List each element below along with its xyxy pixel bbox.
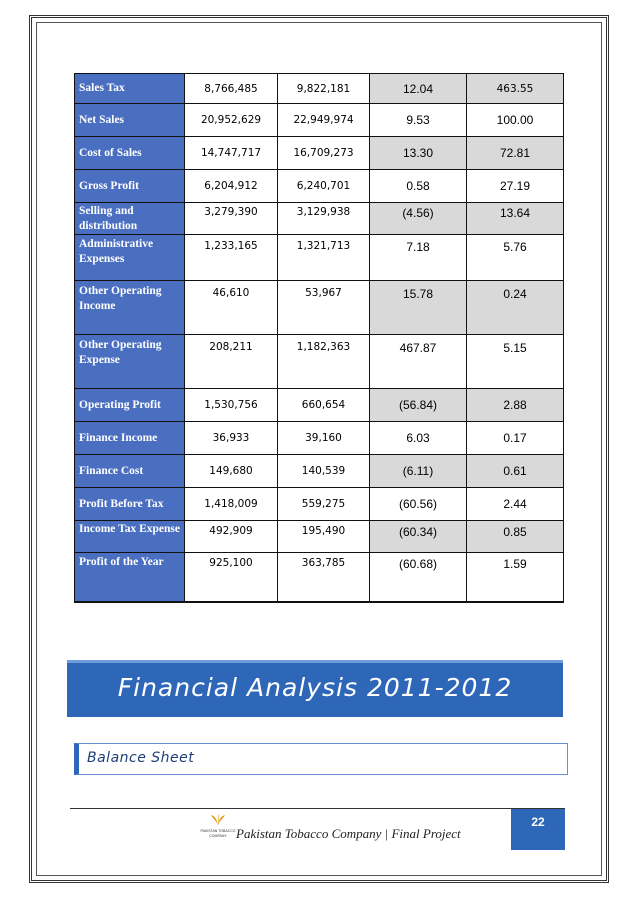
table-row: [75, 137, 564, 170]
value-2012: 9,822,181: [278, 74, 370, 104]
row-label: Profit Before Tax: [75, 488, 185, 521]
value-2012: 6,240,701: [278, 170, 370, 203]
footer-text: Pakistan Tobacco Company | Final Project: [236, 826, 461, 841]
common-size: 1.59: [467, 553, 564, 603]
value-2011: 20,952,629: [185, 104, 278, 137]
value-2012: 363,785: [278, 553, 370, 603]
value-2011: 6,204,912: [185, 170, 278, 203]
subsection-title: Balance Sheet: [87, 750, 195, 766]
value-2011: 1,418,009: [185, 488, 278, 521]
row-label: Income Tax Expense: [75, 521, 185, 553]
value-2011: 14,747,717: [185, 137, 278, 170]
row-label: Administrative Expenses: [75, 235, 185, 281]
table-row: [75, 521, 564, 553]
income-statement-table: [74, 73, 564, 603]
common-size: 5.15: [467, 335, 564, 389]
table-row: [75, 74, 564, 104]
common-size: 2.88: [467, 389, 564, 422]
row-label: Selling and distribution: [75, 203, 185, 235]
percent-change: 0.58: [370, 170, 467, 203]
value-2011: 1,530,756: [185, 389, 278, 422]
common-size: 0.24: [467, 281, 564, 335]
percent-change: 7.18: [370, 235, 467, 281]
percent-change: (60.34): [370, 521, 467, 553]
row-label: Sales Tax: [75, 74, 185, 104]
value-2012: 1,321,713: [278, 235, 370, 281]
table-row: [75, 488, 564, 521]
common-size: 13.64: [467, 203, 564, 235]
value-2012: 3,129,938: [278, 203, 370, 235]
company-logo: [198, 813, 238, 847]
row-label: Other Operating Income: [75, 281, 185, 335]
percent-change: 13.30: [370, 137, 467, 170]
value-2012: 195,490: [278, 521, 370, 553]
tobacco-leaf-icon: [210, 813, 226, 827]
value-2011: 8,766,485: [185, 74, 278, 104]
row-label: Other Operating Expense: [75, 335, 185, 389]
common-size: 100.00: [467, 104, 564, 137]
percent-change: 6.03: [370, 422, 467, 455]
row-label: Net Sales: [75, 104, 185, 137]
common-size: 72.81: [467, 137, 564, 170]
table-row: [75, 281, 564, 335]
row-label: Gross Profit: [75, 170, 185, 203]
value-2012: 39,160: [278, 422, 370, 455]
table-row: [75, 455, 564, 488]
percent-change: (6.11): [370, 455, 467, 488]
logo-text: PAKISTAN TOBACCO COMPANY: [200, 829, 236, 838]
value-2011: 1,233,165: [185, 235, 278, 281]
subsection-heading-box: [74, 743, 568, 775]
table-row: [75, 389, 564, 422]
common-size: 5.76: [467, 235, 564, 281]
percent-change: (60.56): [370, 488, 467, 521]
value-2012: 1,182,363: [278, 335, 370, 389]
value-2012: 16,709,273: [278, 137, 370, 170]
common-size: 0.61: [467, 455, 564, 488]
value-2011: 36,933: [185, 422, 278, 455]
percent-change: 9.53: [370, 104, 467, 137]
value-2012: 22,949,974: [278, 104, 370, 137]
table-row: [75, 553, 564, 603]
common-size: 0.85: [467, 521, 564, 553]
value-2011: 925,100: [185, 553, 278, 603]
page-number: 22: [511, 809, 565, 850]
percent-change: (56.84): [370, 389, 467, 422]
percent-change: 12.04: [370, 74, 467, 104]
common-size: 463.55: [467, 74, 564, 104]
value-2011: 492,909: [185, 521, 278, 553]
common-size: 2.44: [467, 488, 564, 521]
footer-divider: [70, 808, 565, 809]
table-row: [75, 170, 564, 203]
row-label: Operating Profit: [75, 389, 185, 422]
value-2011: 149,680: [185, 455, 278, 488]
percent-change: 467.87: [370, 335, 467, 389]
value-2012: 559,275: [278, 488, 370, 521]
row-label: Finance Income: [75, 422, 185, 455]
common-size: 27.19: [467, 170, 564, 203]
percent-change: (60.68): [370, 553, 467, 603]
percent-change: (4.56): [370, 203, 467, 235]
row-label: Finance Cost: [75, 455, 185, 488]
value-2011: 46,610: [185, 281, 278, 335]
table-row: [75, 203, 564, 235]
table-row: [75, 104, 564, 137]
value-2011: 208,211: [185, 335, 278, 389]
common-size: 0.17: [467, 422, 564, 455]
table-row: [75, 422, 564, 455]
value-2011: 3,279,390: [185, 203, 278, 235]
table-row: [75, 235, 564, 281]
value-2012: 660,654: [278, 389, 370, 422]
value-2012: 53,967: [278, 281, 370, 335]
section-title: Financial Analysis 2011-2012: [117, 673, 513, 702]
section-title-band: [67, 660, 563, 717]
percent-change: 15.78: [370, 281, 467, 335]
row-label: Cost of Sales: [75, 137, 185, 170]
row-label: Profit of the Year: [75, 553, 185, 603]
table-row: [75, 335, 564, 389]
value-2012: 140,539: [278, 455, 370, 488]
